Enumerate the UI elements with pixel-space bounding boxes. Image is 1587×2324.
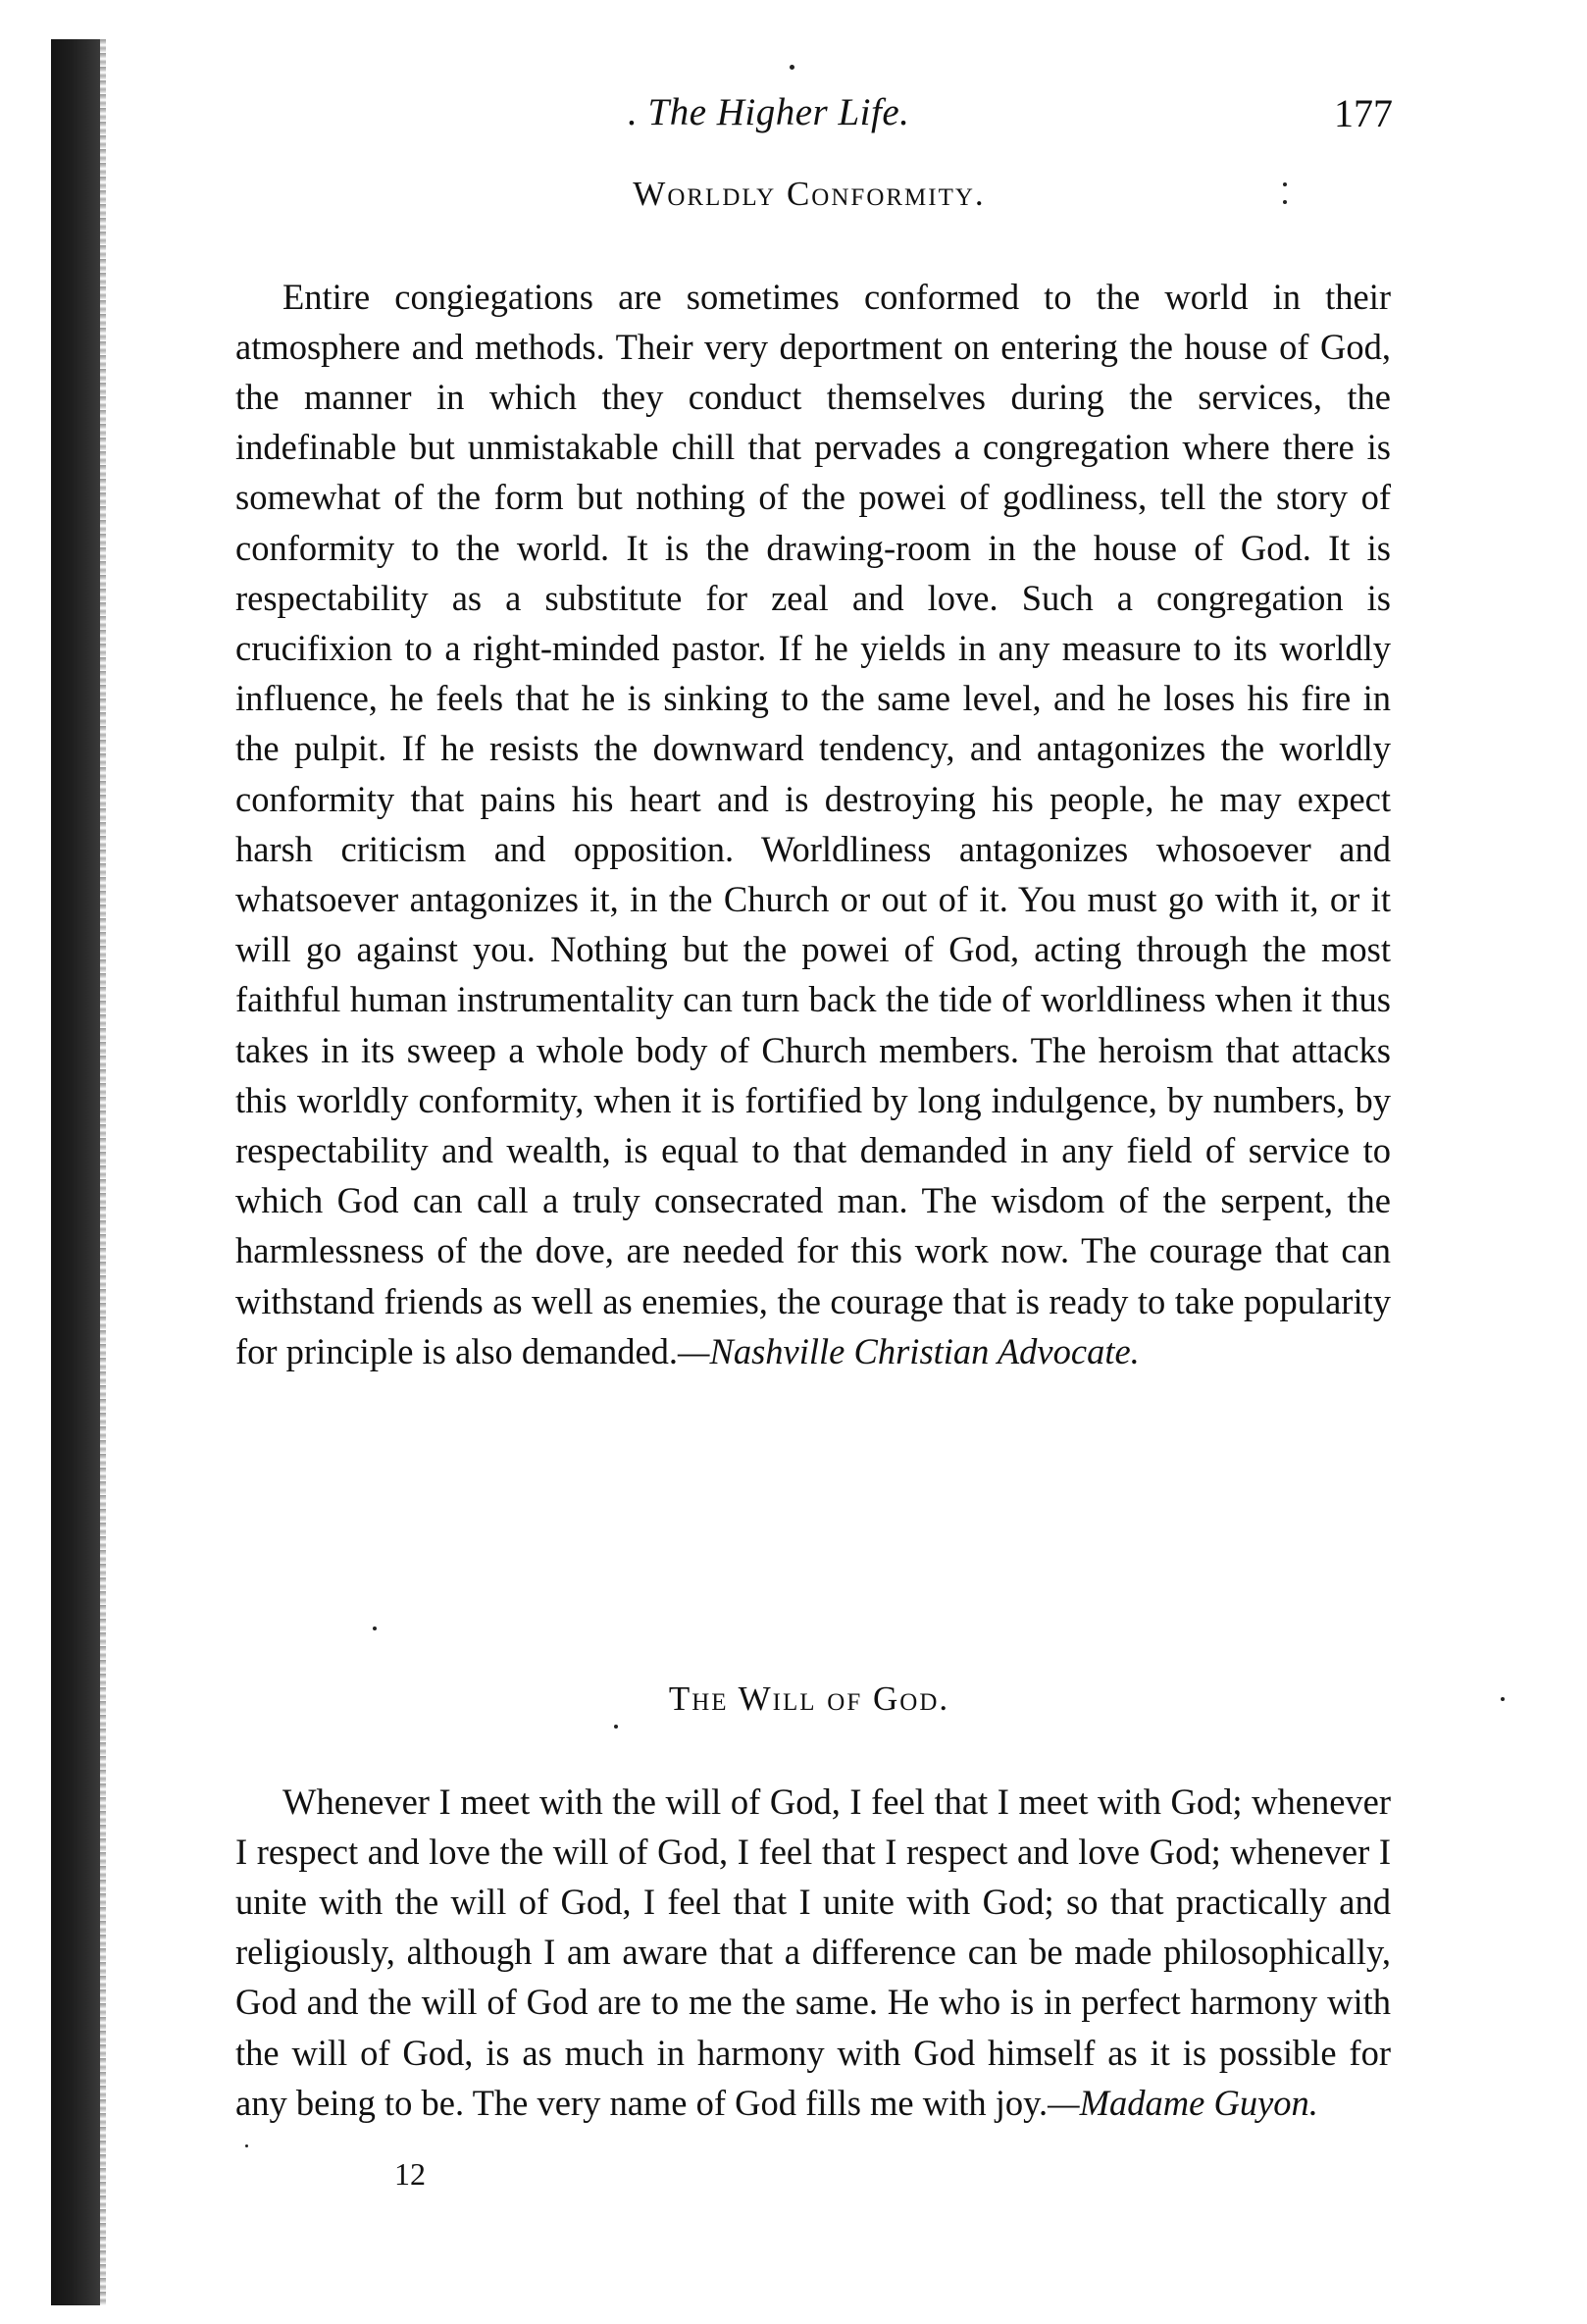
- attribution: —Nashville Christian Advocate.: [678, 1330, 1140, 1371]
- print-speck: [245, 2144, 248, 2147]
- print-speck: [790, 65, 794, 70]
- body-text: Entire congiegations are sometimes conformed to the world in their atmosphere and methods. Their very deportment on entering the house of God, the manner in which they conduct themselves during the services, the indefinable but unmistakable chill that pervades a congregation where there is somewhat of the form but nothing of the powei of godliness, tell the story of conformity to the world. It is the drawing-room in the house of God. It is respectability as a substitute for zeal and love. Such a congregation is crucifixion to a right-minded pastor. If he yields in any measure to its worldly influence, he feels that he is sinking to the same level, and he loses his fire in the pulpit. If he resists the downward tendency, and antagonizes the worldly conformity that pains his heart and is destroying his people, he may expect harsh criticism and opposition. Worldliness antagonizes whosoever and whatsoever antagonizes it, in the Church or out of it. You must go with it, or it will go against you. Nothing but the powei of God, acting through the most faithful human instrumentality can turn back the tide of worldliness when it thus takes in its sweep a whole body of Church members. The heroism that attacks this worldly conformity, when it is fortified by long indulgence, by numbers, by respectability and wealth, is equal to that demanded in any field of service to which God can call a truly consecrated man. The wisdom of the serpent, the harmlessness of the dove, are needed for this work now. The courage that can withstand friends as well as enemies, the courage that is ready to take popularity for principle is also demanded.: [235, 276, 1391, 1371]
- body-text: Whenever I meet with the will of God, I feel that I meet with God; whenever I respect and love the will of God, I feel that I respect and love God; whenever I unite with the will of God, I feel that I unite with God; so that practically and religiously, although I am aware that a difference can be made philosophically, God and the will of God are to me the same. He who is in perfect harmony with the will of God, is as much in harmony with God himself as it is possible for any being to be. The very name of God fills me with joy.: [235, 1781, 1391, 2123]
- section-heading-will-of-god: The Will of God.: [668, 1679, 950, 1718]
- running-head: [226, 90, 1393, 149]
- print-speck: [614, 1725, 618, 1729]
- print-speck: [1283, 200, 1287, 204]
- attribution: —Madame Guyon.: [1048, 2082, 1318, 2123]
- print-speck: [1283, 182, 1287, 186]
- signature-mark: 12: [394, 2156, 426, 2192]
- running-title: . The Higher Life.: [628, 91, 910, 133]
- section-body-worldly-conformity: [235, 272, 1391, 1376]
- section-body-will-of-god: [235, 1777, 1391, 2128]
- print-speck: [1501, 1697, 1505, 1701]
- book-binding-edge: [51, 39, 100, 2305]
- print-speck: [373, 1627, 377, 1630]
- section-heading-worldly-conformity: Worldly Conformity.: [633, 175, 986, 213]
- page-number: 177: [1334, 91, 1393, 135]
